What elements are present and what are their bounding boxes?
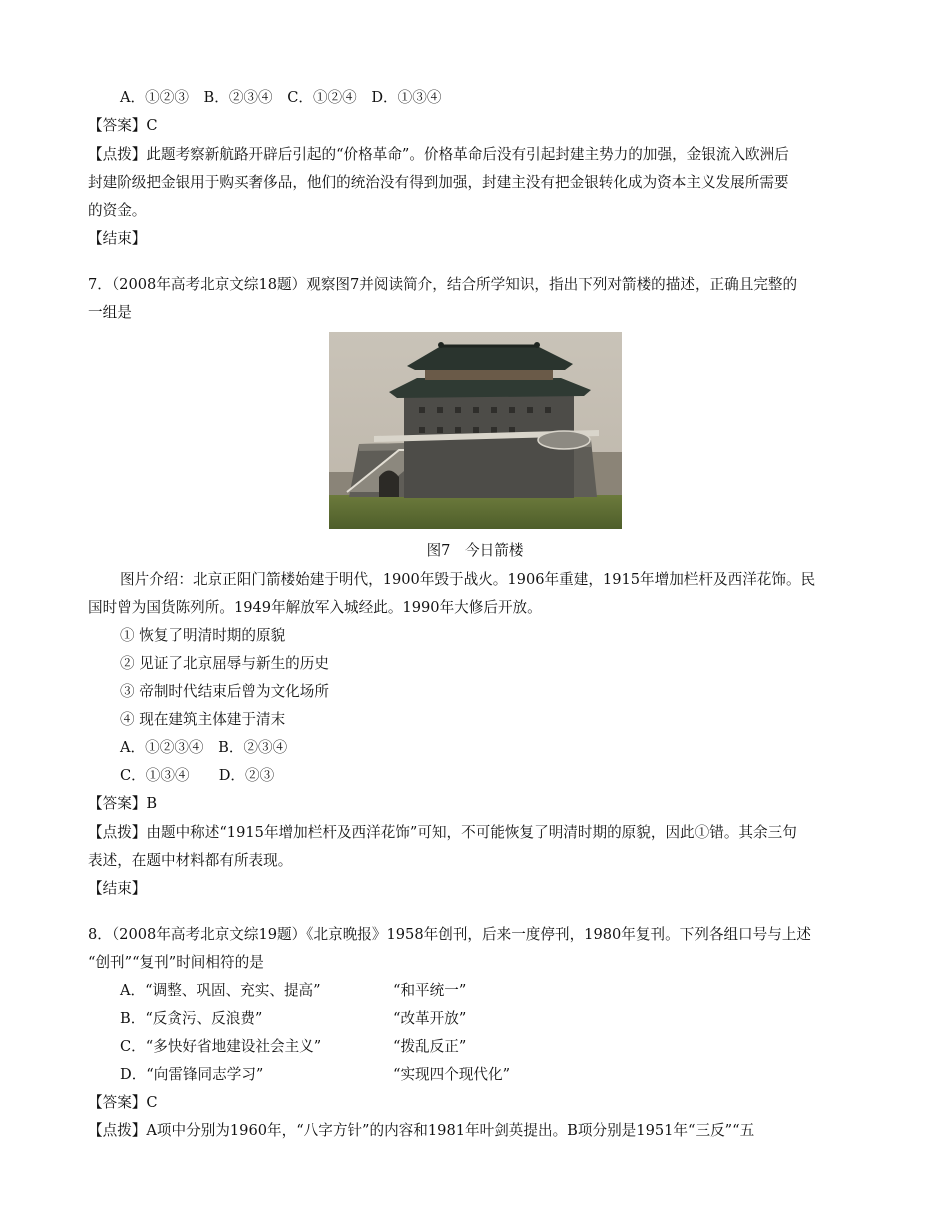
q7-hint-line-1: 【点拨】由题中称述“1915年增加栏杆及西洋花饰”可知，不可能恢复了明清时期的原貌，因此①错。其余三句 [88,824,797,841]
q8-answer: 【答案】C [88,1094,158,1111]
q6-end: 【结束】 [88,230,147,247]
q7-answer: 【答案】B [88,795,158,812]
q8-hint-line-1: 【点拨】A项中分别为1960年，“八字方针”的内容和1981年叶剑英提出。B项分别是1951年“三反”“五 [88,1122,755,1139]
q6-answer: 【答案】C [88,117,158,134]
q6-hint-line-2: 封建阶级把金银用于购买奢侈品，他们的统治没有得到加强，封建主没有把金银转化成为资本主义发展所需要 [88,174,789,191]
q7-item-1: ① 恢复了明清时期的原貌 [120,627,286,644]
q8-option-d-left: D．“向雷锋同志学习” [120,1066,264,1083]
arrow-tower-photo [329,332,622,529]
q7-stem-line-1: 7．（2008年高考北京文综18题）观察图7并阅读简介，结合所学知识，指出下列对箭楼的描述，正确且完整的 [88,276,798,293]
q8-option-b-right: “改革开放” [393,1010,467,1027]
q7-end: 【结束】 [88,880,147,897]
q8-stem-line-1: 8．（2008年高考北京文综19题）《北京晚报》1958年创刊，后来一度停刊，1980年复刊。下列各组口号与上述 [88,926,812,943]
q8-stem-line-2: “创刊”“复刊”时间相符的是 [88,954,264,971]
q7-intro-line-2: 国时曾为国货陈列所。1949年解放军入城经此。1990年大修后开放。 [88,599,542,616]
q7-stem-line-2: 一组是 [88,304,132,321]
q7-options-row-2: C．①③④ D．②③ [120,767,275,784]
q8-option-c-left: C．“多快好省地建设社会主义” [120,1038,322,1055]
q6-hint-line-1: 【点拨】此题考察新航路开辟后引起的“价格革命”。价格革命后没有引起封建主势力的加强，金银流入欧洲后 [88,146,789,163]
q7-item-4: ④ 现在建筑主体建于清末 [120,711,286,728]
q7-item-3: ③ 帝制时代结束后曾为文化场所 [120,683,329,700]
q7-intro-line-1: 图片介绍：北京正阳门箭楼始建于明代，1900年毁于战火。1906年重建，1915年增加栏杆及西洋花饰。民 [120,571,816,588]
q8-option-d-right: “实现四个现代化” [393,1066,511,1083]
figure-caption: 图7 今日箭楼 [426,542,524,559]
q8-option-a-left: A．“调整、巩固、充实、提高” [120,982,321,999]
q8-option-b-left: B．“反贪污、反浪费” [120,1010,263,1027]
q6-hint-line-3: 的资金。 [88,202,147,219]
q7-hint-line-2: 表述，在题中材料都有所表现。 [88,852,293,869]
q6-options: A．①②③ B．②③④ C．①②④ D．①③④ [120,89,442,106]
q7-item-2: ② 见证了北京屈辱与新生的历史 [120,655,329,672]
q8-option-a-right: “和平统一” [393,982,467,999]
q8-option-c-right: “拨乱反正” [393,1038,467,1055]
q7-options-row-1: A．①②③④ B．②③④ [120,739,288,756]
